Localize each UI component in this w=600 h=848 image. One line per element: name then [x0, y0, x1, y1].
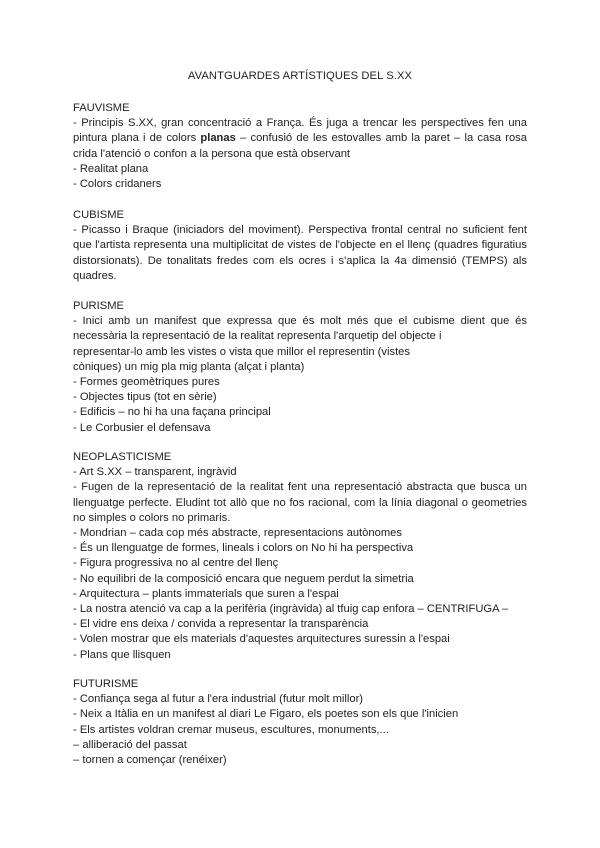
list-item: còniques) un mig pla mig planta (alçat i planta)	[73, 360, 305, 373]
section-fauvisme	[73, 101, 527, 192]
list-item: - Objectes tipus (tot en sèrie)	[73, 391, 217, 404]
list-item: - Realitat plana	[73, 162, 149, 175]
fauvisme-intro	[73, 116, 527, 162]
section-futurisme	[73, 677, 527, 768]
list-item: - Neix a Itàlia en un manifest al diari Le Figaro, els poetes son els que l'inicien	[73, 708, 459, 721]
section-neoplasticisme	[73, 450, 527, 663]
list-item: representar-lo amb les vistes o vista que millor el representin (vistes	[73, 345, 411, 358]
section-purisme	[73, 299, 527, 436]
list-item: - El vidre ens deixa / convida a representar la transparència	[73, 618, 369, 631]
cubisme-paragraph: - Picasso i Braque (iniciadors del moviment). Perspectiva frontal central no suficient fent que l'artista representa una multiplicitat de vistes de l'objecte en el llenç (quadres figuratius distorsionats). De tonalitats fredes com els ocres i s'aplica la 4a dimensió (TEMPS) als quadres.	[73, 224, 527, 282]
list-item: - És un llenguatge de formes, lineals i colors on No hi ha perspectiva	[73, 542, 414, 555]
list-item: - La nostra atenció va cap a la perifèria (ingràvida) al tfuig cap enfora – CENTRIFUGA –	[73, 603, 509, 616]
section-heading-fauvisme: FAUVISME	[73, 102, 130, 114]
fauvisme-intro-text: - Principis S.XX, gran concentració a França. És juga a trencar les perspectives fen una pintura plana i de colors	[73, 117, 527, 145]
list-item: - Volen mostrar que els materials d'aquestes arquitectures suressin a l'espai	[73, 633, 450, 646]
list-item: - Formes geomètriques pures	[73, 376, 220, 389]
list-item: - Figura progressiva no al centre del llenç	[73, 557, 279, 570]
list-item: – alliberació del passat	[73, 738, 187, 751]
list-item: - Plans que llisquen	[73, 648, 171, 661]
list-item: - No equilibri de la composició encara que neguem perdut la simetria	[73, 572, 414, 585]
section-heading-futurisme: FUTURISME	[73, 678, 139, 690]
neoplasticisme-paragraph: - Fugen de la representació de la realitat fent una representació abstracta que busca un llenguatge perfecte. Eludint tot allò que no fos racional, com la línia diagonal o geometries no simples o colors no primaris.	[73, 481, 527, 524]
list-item: - Mondrian – cada cop més abstracte, representacions autònomes	[73, 527, 402, 540]
list-item: - Confiança sega al futur a l'era industrial (futur molt millor)	[73, 693, 364, 706]
document-title: AVANTGUARDES ARTÍSTIQUES DEL S.XX	[187, 70, 413, 82]
fauvisme-intro-rest: – confusió de les estovalles amb la paret – la casa rosa crida l'atenció o confon a la persona que està observant	[73, 132, 527, 160]
list-item: - Els artistes voldran cremar museus, escultures, monuments,...	[73, 723, 389, 736]
section-heading-neoplasticisme: NEOPLASTICISME	[73, 451, 172, 463]
list-item: - Arquitectura – plants immaterials que suren a l'espai	[73, 587, 339, 600]
section-cubisme	[73, 208, 527, 284]
section-heading-purisme: PURISME	[73, 300, 124, 312]
list-item: - Colors cridaners	[73, 178, 162, 191]
fauvisme-intro-bold: planas	[200, 132, 236, 145]
purisme-paragraph: - Inici amb un manifest que expressa que és molt més que el cubisme dient que és necessària la representació de la realitat representa l'arquetip del objecte i	[73, 315, 527, 343]
list-item: - Art S.XX – transparent, ingràvid	[73, 466, 237, 479]
list-item: – tornen a començar (renéixer)	[73, 754, 227, 767]
list-item: - Edificis – no hi ha una façana principal	[73, 406, 271, 419]
section-heading-cubisme: CUBISME	[73, 209, 124, 221]
list-item: - Le Corbusier el defensava	[73, 421, 211, 434]
